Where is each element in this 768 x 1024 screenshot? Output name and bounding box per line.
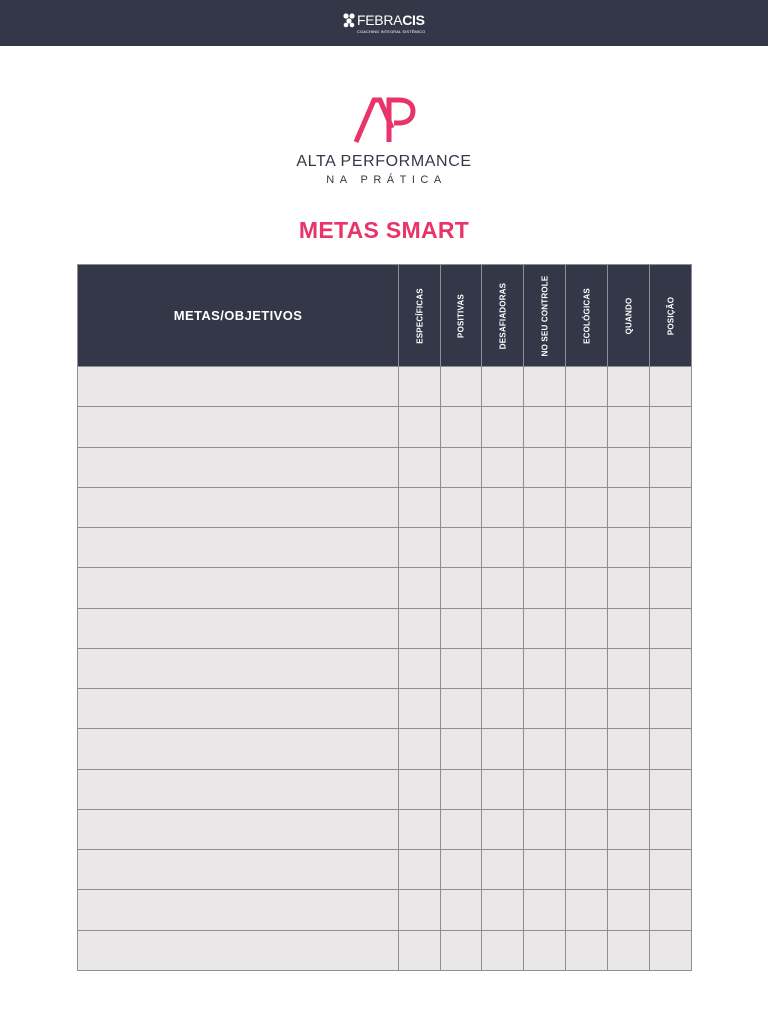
table-row [78,487,691,527]
criteria-check-cell[interactable] [565,890,607,930]
criteria-check-cell[interactable] [607,528,649,567]
criteria-check-cell[interactable] [440,528,481,567]
criteria-check-cell[interactable] [607,568,649,608]
column-header-positivas [440,265,481,366]
criteria-check-cell[interactable] [607,367,649,406]
criteria-check-cell[interactable] [565,770,607,809]
criteria-check-cell[interactable] [565,367,607,406]
criteria-check-cell[interactable] [398,729,440,769]
column-header-label: ESPECÍFICAS [415,287,424,344]
criteria-check-cell[interactable] [565,649,607,688]
criteria-check-cell[interactable] [649,770,691,809]
criteria-check-cell[interactable] [607,810,649,849]
criteria-check-cell[interactable] [565,407,607,447]
goal-input-cell[interactable] [78,488,398,527]
criteria-check-cell[interactable] [398,931,440,970]
criteria-check-cell[interactable] [607,729,649,769]
criteria-check-cell[interactable] [481,407,523,447]
goals-column-header: METAS/OBJETIVOS [173,308,303,323]
criteria-check-cell[interactable] [440,407,481,447]
criteria-check-cell[interactable] [649,890,691,930]
criteria-check-cell[interactable] [649,367,691,406]
criteria-check-cell[interactable] [481,448,523,487]
column-header-desafiadoras [481,265,523,366]
column-header-label: POSIÇÃO [666,296,675,335]
top-bar [0,0,768,46]
criteria-check-cell[interactable] [523,850,565,889]
criteria-check-cell[interactable] [565,729,607,769]
criteria-check-cell[interactable] [481,609,523,648]
criteria-check-cell[interactable] [440,770,481,809]
goal-input-cell[interactable] [78,689,398,728]
table-body [78,366,691,970]
criteria-check-cell[interactable] [649,488,691,527]
criteria-check-cell[interactable] [440,850,481,889]
smart-goals-table [77,264,692,971]
criteria-check-cell[interactable] [398,528,440,567]
column-header-label: DESAFIADORAS [498,282,507,349]
column-header-no-seu-controle [523,265,565,366]
goal-input-cell[interactable] [78,568,398,608]
table-row [78,849,691,889]
table-row [78,366,691,406]
table-row [78,406,691,447]
goal-input-cell[interactable] [78,609,398,648]
goal-input-cell[interactable] [78,850,398,889]
criteria-check-cell[interactable] [398,689,440,728]
criteria-check-cell[interactable] [440,488,481,527]
criteria-check-cell[interactable] [440,810,481,849]
criteria-check-cell[interactable] [481,729,523,769]
criteria-check-cell[interactable] [565,810,607,849]
criteria-check-cell[interactable] [481,568,523,608]
goal-input-cell[interactable] [78,770,398,809]
criteria-check-cell[interactable] [649,931,691,970]
goal-input-cell[interactable] [78,407,398,447]
criteria-check-cell[interactable] [523,729,565,769]
criteria-check-cell[interactable] [649,810,691,849]
ap-monogram-icon [352,96,416,144]
criteria-check-cell[interactable] [607,931,649,970]
goal-input-cell[interactable] [78,729,398,769]
column-header-label: ECOLÓGICAS [582,287,591,344]
criteria-check-cell[interactable] [523,649,565,688]
criteria-check-cell[interactable] [565,488,607,527]
goal-input-cell[interactable] [78,528,398,567]
criteria-check-cell[interactable] [649,850,691,889]
criteria-check-cell[interactable] [440,931,481,970]
criteria-check-cell[interactable] [523,488,565,527]
table-row [78,447,691,487]
criteria-check-cell[interactable] [649,568,691,608]
criteria-check-cell[interactable] [440,568,481,608]
table-row [78,648,691,688]
criteria-check-cell[interactable] [398,448,440,487]
criteria-check-cell[interactable] [481,528,523,567]
brand-tagline: COACHING INTEGRAL SISTÊMICO [357,29,426,34]
table-row [78,527,691,567]
criteria-check-cell[interactable] [565,689,607,728]
criteria-check-cell[interactable] [649,448,691,487]
criteria-check-cell[interactable] [481,931,523,970]
criteria-check-cell[interactable] [649,528,691,567]
criteria-check-cell[interactable] [523,609,565,648]
criteria-check-cell[interactable] [398,770,440,809]
criteria-check-cell[interactable] [481,689,523,728]
column-header-label: QUANDO [624,297,633,334]
criteria-check-cell[interactable] [565,528,607,567]
table-row [78,688,691,728]
table-row [78,809,691,849]
goal-input-cell[interactable] [78,448,398,487]
criteria-check-cell[interactable] [481,367,523,406]
criteria-check-cell[interactable] [523,810,565,849]
criteria-check-cell[interactable] [440,609,481,648]
criteria-check-cell[interactable] [440,649,481,688]
criteria-check-cell[interactable] [649,729,691,769]
goal-input-cell[interactable] [78,649,398,688]
criteria-check-cell[interactable] [565,931,607,970]
criteria-check-cell[interactable] [398,407,440,447]
criteria-check-cell[interactable] [523,407,565,447]
page-title: METAS SMART [298,217,470,243]
criteria-check-cell[interactable] [607,689,649,728]
column-header-especificas [398,265,440,366]
febracis-brand [342,11,432,35]
criteria-check-cell[interactable] [440,729,481,769]
criteria-check-cell[interactable] [398,367,440,406]
criteria-check-cell[interactable] [523,931,565,970]
criteria-check-cell[interactable] [565,568,607,608]
criteria-check-cell[interactable] [607,890,649,930]
criteria-check-cell[interactable] [398,850,440,889]
criteria-check-cell[interactable] [481,850,523,889]
column-header-quando [607,265,649,366]
criteria-check-cell[interactable] [398,649,440,688]
criteria-check-cell[interactable] [649,407,691,447]
criteria-check-cell[interactable] [398,568,440,608]
goal-input-cell[interactable] [78,890,398,930]
table-row [78,567,691,608]
table-header [78,265,691,366]
criteria-check-cell[interactable] [565,850,607,889]
criteria-check-cell[interactable] [523,367,565,406]
criteria-check-cell[interactable] [481,890,523,930]
criteria-check-cell[interactable] [523,770,565,809]
criteria-check-cell[interactable] [398,890,440,930]
goal-input-cell[interactable] [78,931,398,970]
criteria-check-cell[interactable] [649,649,691,688]
criteria-check-cell[interactable] [607,770,649,809]
criteria-check-cell[interactable] [440,448,481,487]
criteria-check-cell[interactable] [481,810,523,849]
goal-input-cell[interactable] [78,810,398,849]
criteria-check-cell[interactable] [607,407,649,447]
criteria-check-cell[interactable] [481,649,523,688]
criteria-check-cell[interactable] [607,649,649,688]
criteria-check-cell[interactable] [523,568,565,608]
criteria-check-cell[interactable] [607,850,649,889]
criteria-check-cell[interactable] [481,488,523,527]
table-row [78,769,691,809]
criteria-check-cell[interactable] [481,770,523,809]
column-header-label: NO SEU CONTROLE [540,275,549,356]
criteria-check-cell[interactable] [607,488,649,527]
brand-name [357,12,425,28]
criteria-check-cell[interactable] [523,689,565,728]
criteria-check-cell[interactable] [523,528,565,567]
criteria-check-cell[interactable] [398,609,440,648]
goal-input-cell[interactable] [78,367,398,406]
brand-name-bold: CIS [402,12,425,28]
criteria-check-cell[interactable] [523,448,565,487]
table-row [78,930,691,970]
column-header-posicao [649,265,691,366]
criteria-check-cell[interactable] [649,689,691,728]
table-row [78,889,691,930]
criteria-check-cell[interactable] [398,488,440,527]
criteria-check-cell[interactable] [565,609,607,648]
febracis-logo-icon [342,12,356,28]
table-row [78,728,691,769]
criteria-check-cell[interactable] [398,810,440,849]
criteria-check-cell[interactable] [607,609,649,648]
criteria-check-cell[interactable] [565,448,607,487]
table-row [78,608,691,648]
column-header-label: POSITIVAS [456,293,466,338]
column-header-ecologicas [565,265,607,366]
criteria-check-cell[interactable] [440,367,481,406]
criteria-check-cell[interactable] [649,609,691,648]
logo-subtitle: NA PRÁTICA [326,174,447,186]
brand-name-light: FEBRA [357,12,403,28]
criteria-check-cell[interactable] [440,689,481,728]
criteria-check-cell[interactable] [440,890,481,930]
criteria-check-cell[interactable] [607,448,649,487]
logo-title: ALTA PERFORMANCE [296,153,472,170]
criteria-check-cell[interactable] [523,890,565,930]
